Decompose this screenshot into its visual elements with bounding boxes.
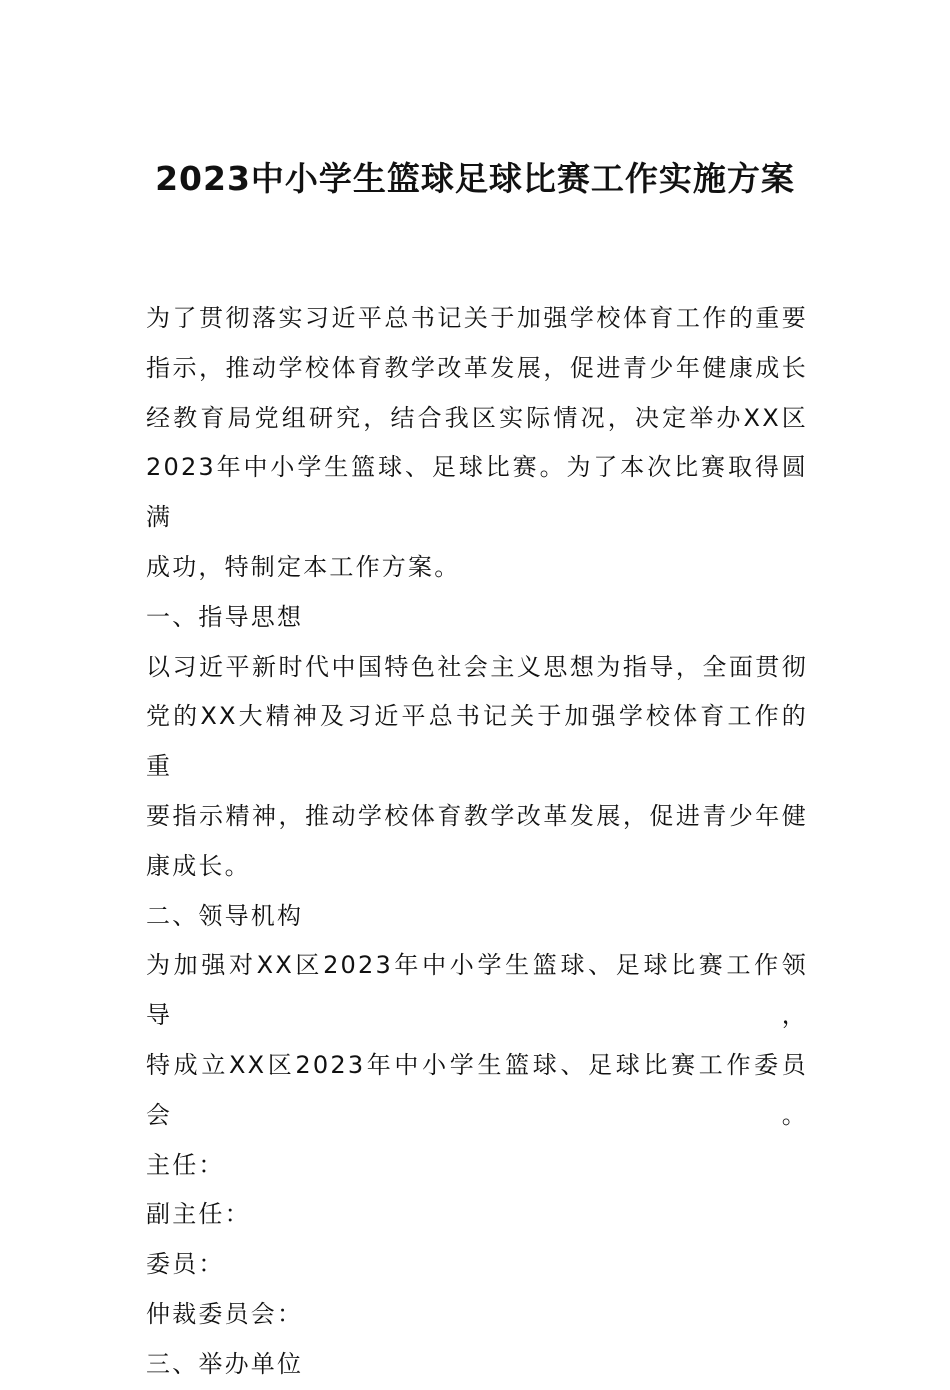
section1-line: 以习近平新时代中国特色社会主义思想为指导，全面贯彻	[146, 652, 808, 681]
section-heading-guiding-ideology: 一、指导思想	[146, 602, 304, 631]
intro-line: 经教育局党组研究，结合我区实际情况，决定举办XX区	[146, 403, 808, 432]
intro-line: 成功，特制定本工作方案。	[146, 552, 461, 581]
role-arbitration: 仲裁委员会：	[146, 1299, 304, 1328]
role-members: 委员：	[146, 1250, 225, 1279]
intro-line: 指示，推动学校体育教学改革发展，促进青少年健康成长	[146, 353, 808, 382]
section-heading-leadership: 二、领导机构	[146, 901, 304, 930]
intro-line: 为了贯彻落实习近平总书记关于加强学校体育工作的重要	[146, 304, 808, 332]
role-director: 主任：	[146, 1150, 225, 1179]
section1-line: 康成长。	[146, 851, 251, 880]
document-title: 2023中小学生篮球足球比赛工作实施方案	[155, 159, 795, 198]
section1-line: 党的XX大精神及习近平总书记关于加强学校体育工作的重	[146, 702, 808, 781]
role-deputy-director: 副主任：	[146, 1200, 251, 1229]
section-heading-organizer: 三、举办单位	[146, 1349, 304, 1378]
section2-line: 特成立XX区2023年中小学生篮球、足球比赛工作委员会。	[146, 1050, 808, 1129]
section1-line: 要指示精神，推动学校体育教学改革发展，促进青少年健	[146, 801, 808, 830]
intro-line: 2023年中小学生篮球、足球比赛。为了本次比赛取得圆满	[146, 453, 808, 532]
section2-line: 为加强对XX区2023年中小学生篮球、足球比赛工作领导，	[146, 951, 808, 1030]
document-body	[146, 294, 808, 1390]
